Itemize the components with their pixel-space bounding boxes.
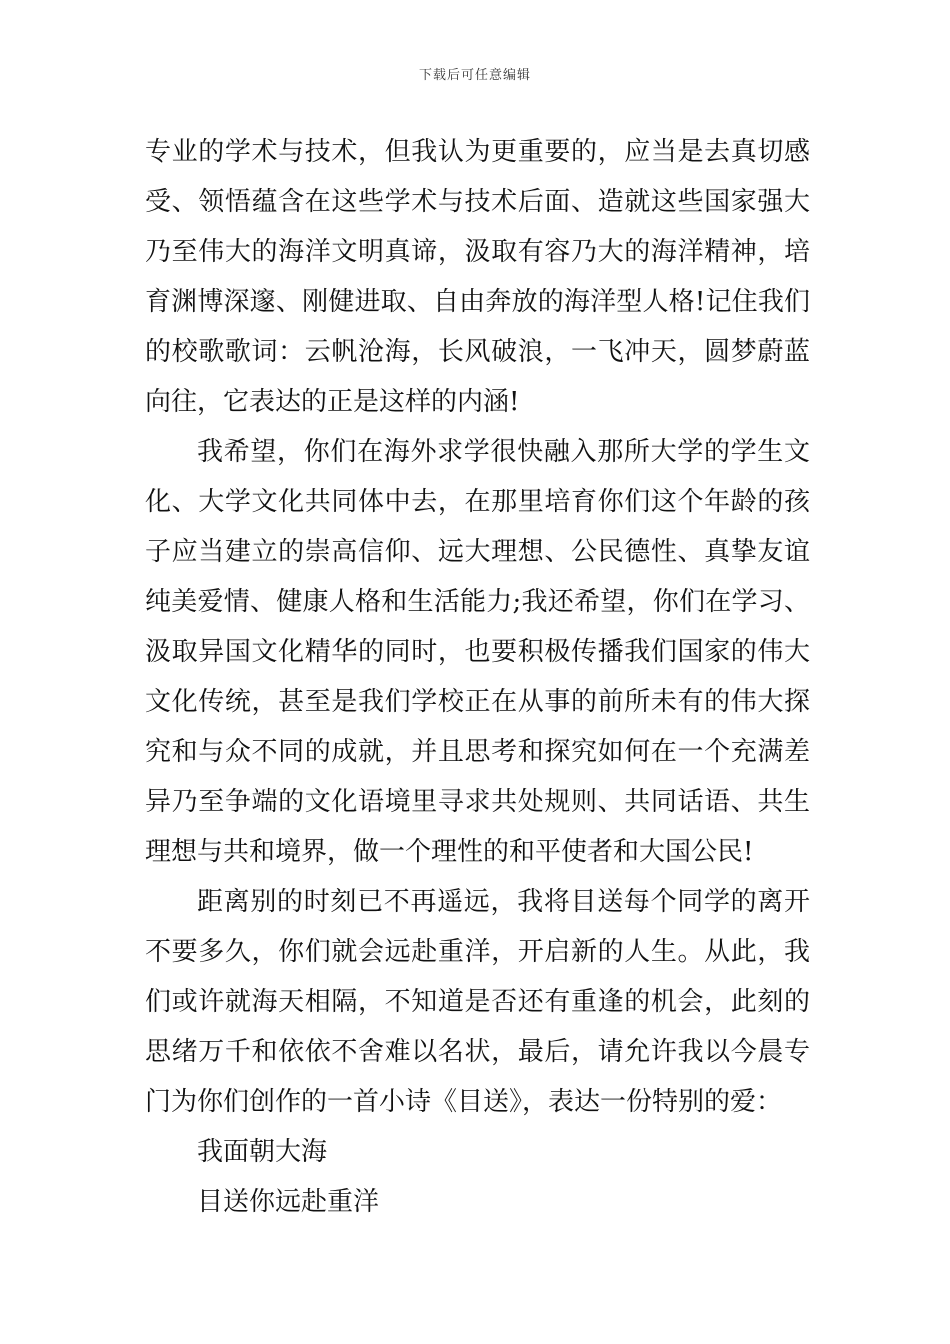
poem-line: 目送你远赴重洋 bbox=[197, 1187, 380, 1217]
text-line: 究和与众不同的成就，并且思考和探究如何在一个充满差 bbox=[145, 737, 810, 767]
text-line: 理想与共和境界，做一个理性的和平使者和大国公民! bbox=[145, 837, 754, 867]
text-line: 子应当建立的崇高信仰、远大理想、公民德性、真挚友谊 bbox=[145, 537, 810, 567]
paragraph-first-line: 我希望，你们在海外求学很快融入那所大学的学生文 bbox=[197, 437, 810, 467]
text-line: 专业的学术与技术，但我认为更重要的，应当是去真切感 bbox=[145, 137, 810, 167]
paragraph-first-line: 距离别的时刻已不再遥远，我将目送每个同学的离开 bbox=[197, 887, 810, 917]
header-note: 下载后可任意编辑 bbox=[418, 68, 531, 83]
text-line: 不要多久，你们就会远赴重洋，开启新的人生。从此，我 bbox=[145, 937, 810, 967]
text-line: 化、大学文化共同体中去，在那里培育你们这个年龄的孩 bbox=[145, 487, 810, 517]
text-line: 文化传统，甚至是我们学校正在从事的前所未有的伟大探 bbox=[145, 687, 810, 717]
text-line: 门为你们创作的一首小诗《目送》，表达一份特别的爱： bbox=[145, 1087, 783, 1117]
text-line: 受、领悟蕴含在这些学术与技术后面、造就这些国家强大 bbox=[145, 187, 810, 217]
body-text bbox=[145, 127, 810, 1227]
text-line: 乃至伟大的海洋文明真谛，汲取有容乃大的海洋精神，培 bbox=[145, 237, 810, 267]
text-line: 汲取异国文化精华的同时，也要积极传播我们国家的伟大 bbox=[145, 637, 810, 667]
text-line: 育渊博深邃、刚健进取、自由奔放的海洋型人格!记住我们 bbox=[145, 287, 810, 317]
text-line: 的校歌歌词：云帆沧海，长风破浪，一飞冲天，圆梦蔚蓝 bbox=[145, 337, 810, 367]
text-line: 异乃至争端的文化语境里寻求共处规则、共同话语、共生 bbox=[145, 787, 810, 817]
poem-line: 我面朝大海 bbox=[197, 1137, 328, 1167]
text-line: 向往，它表达的正是这样的内涵! bbox=[145, 387, 520, 417]
text-line: 纯美爱情、健康人格和生活能力;我还希望，你们在学习、 bbox=[145, 587, 810, 617]
text-line: 思绪万千和依依不舍难以名状，最后，请允许我以今晨专 bbox=[145, 1037, 810, 1067]
text-line: 们或许就海天相隔，不知道是否还有重逢的机会，此刻的 bbox=[145, 987, 810, 1017]
